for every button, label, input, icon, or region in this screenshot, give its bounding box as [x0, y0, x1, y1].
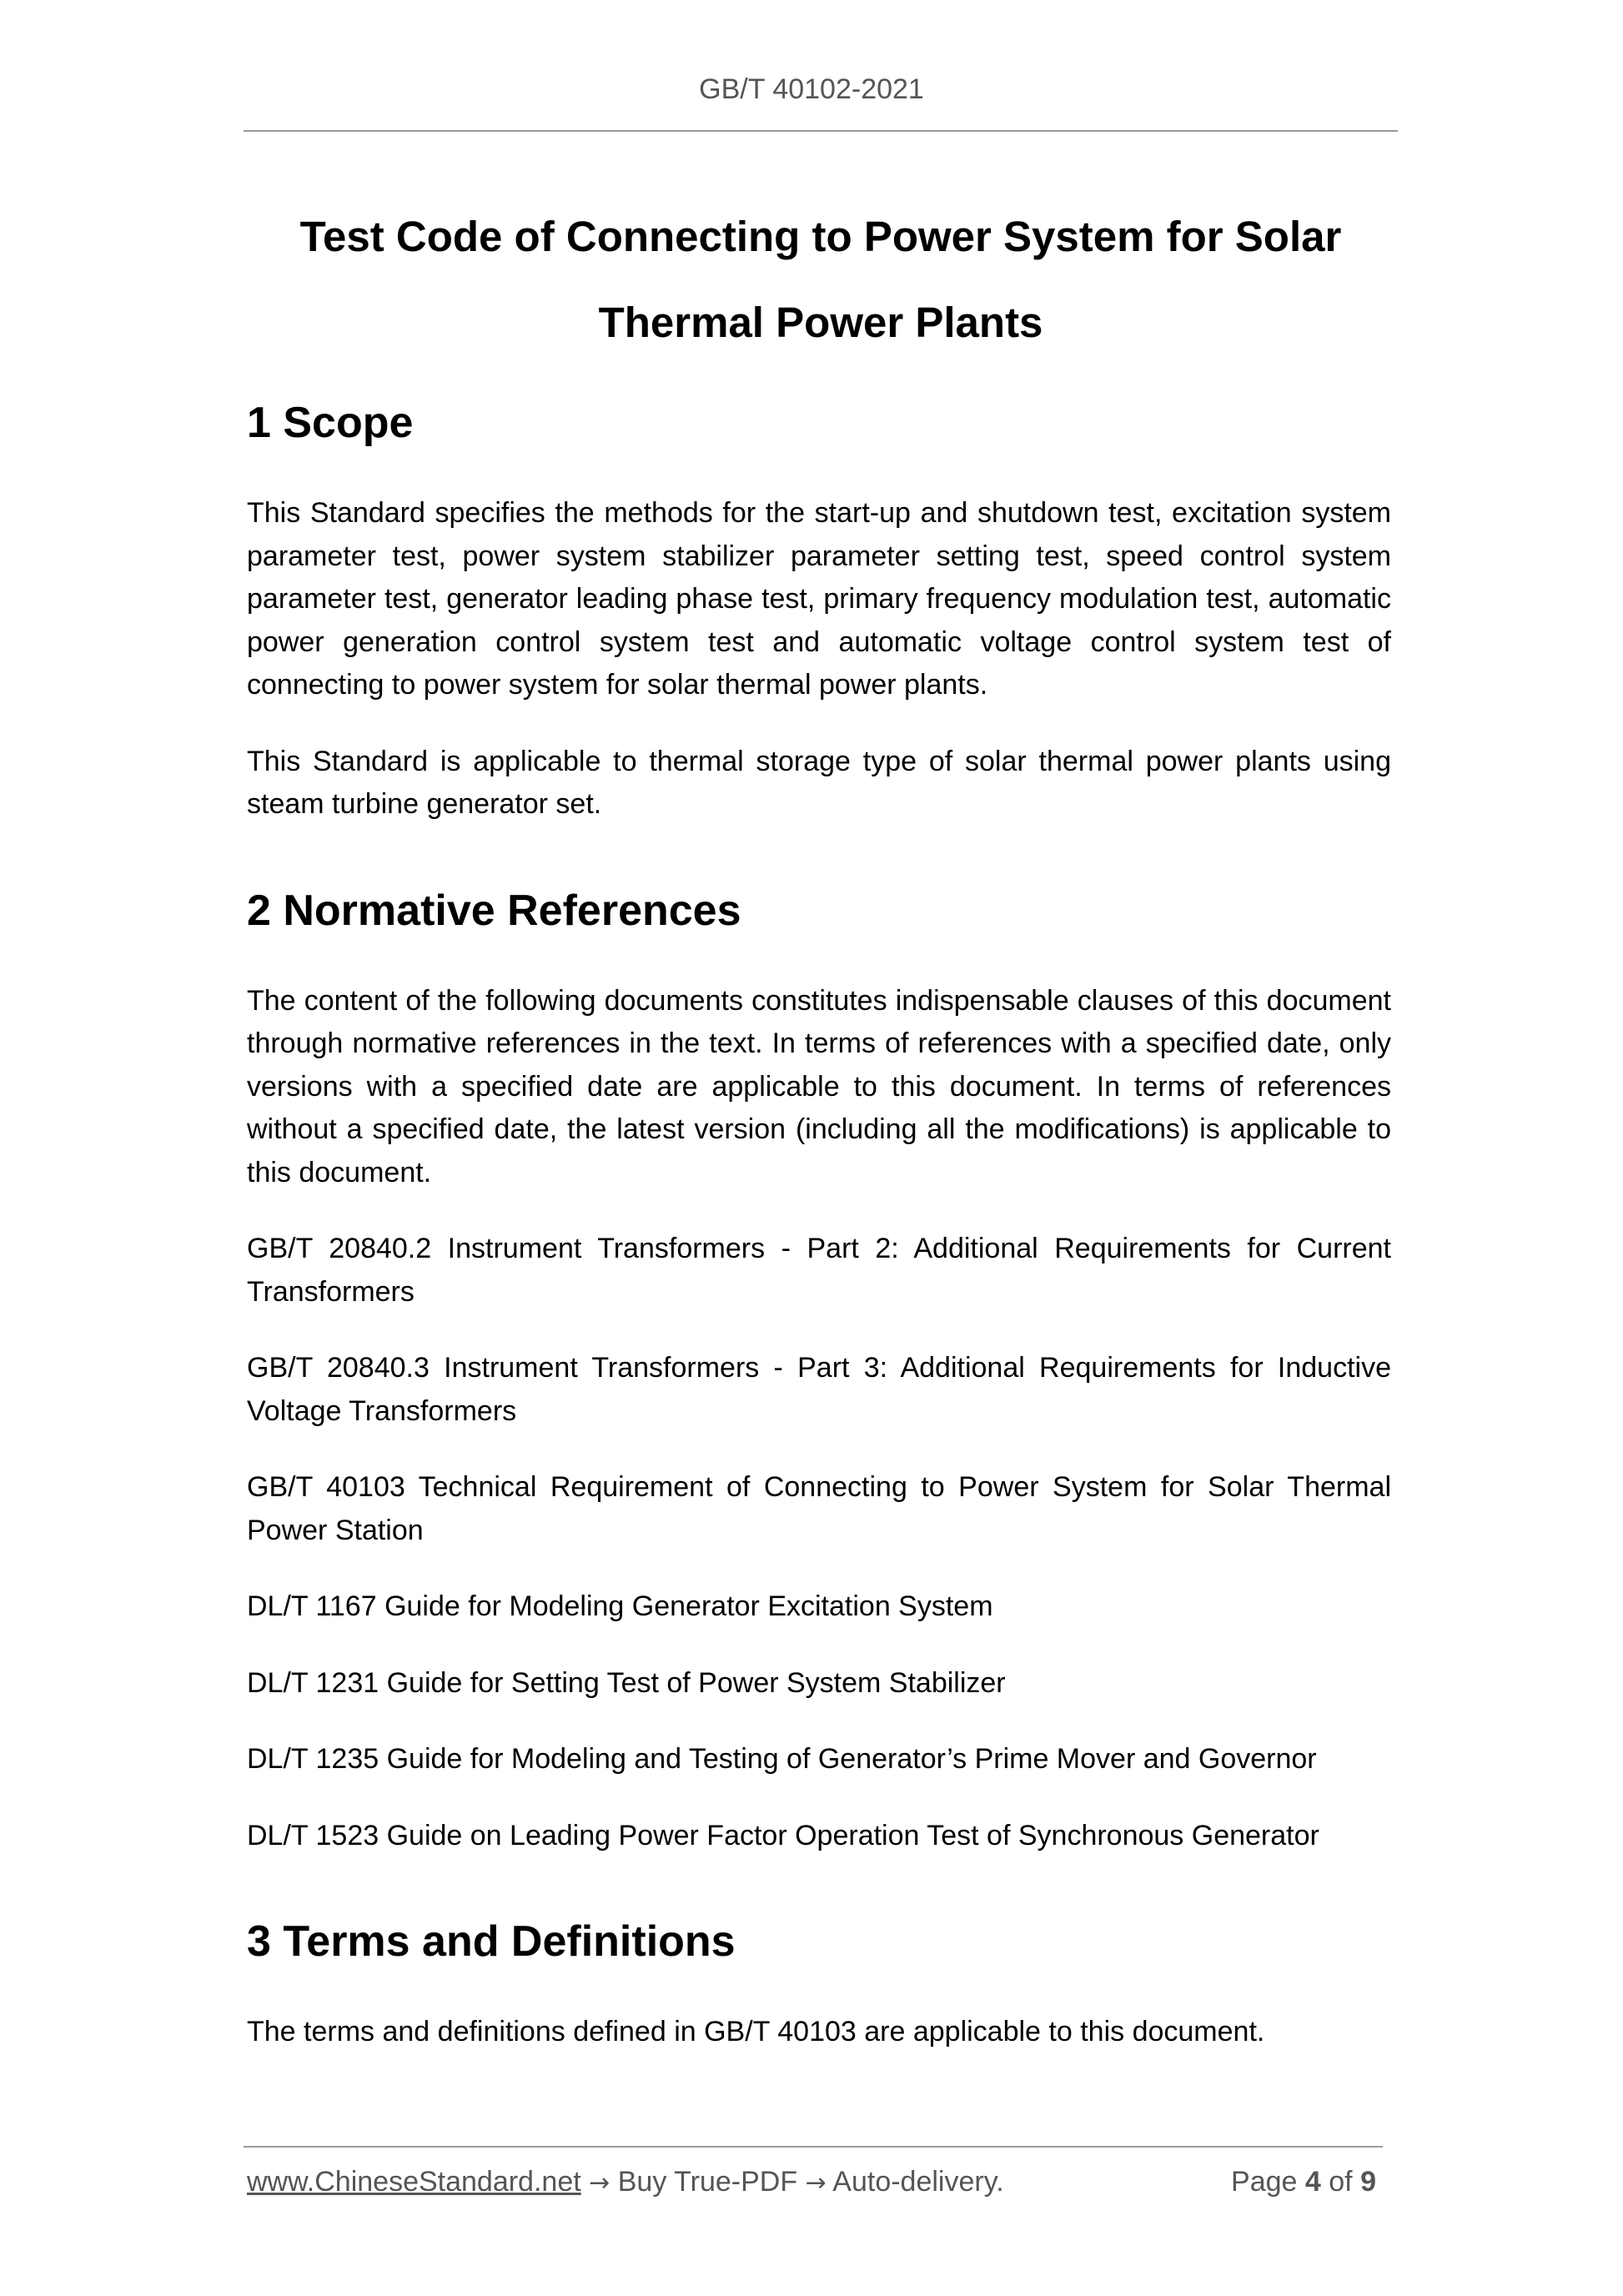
section-terms-and-definitions — [247, 1914, 1391, 2054]
buy-true-pdf-text: Buy True-PDF — [617, 2166, 798, 2198]
auto-delivery-text: Auto-delivery. — [832, 2166, 1004, 2198]
document-code-header: GB/T 40102-2021 — [699, 73, 924, 105]
scope-paragraph-2: This Standard is applicable to thermal storage type of solar thermal power plants using steam turbine generator set. — [247, 745, 1391, 820]
section-heading-normative-references: 2 Normative References — [247, 886, 741, 935]
section-normative-references — [247, 883, 1391, 1858]
right-arrow-icon: → — [589, 2168, 611, 2198]
reference-item: DL/T 1231 Guide for Setting Test of Power System Stabilizer — [247, 1666, 1006, 1699]
document-title-line-1: Test Code of Connecting to Power System for Solar — [299, 213, 1342, 260]
footer-divider — [244, 2146, 1383, 2148]
document-body — [247, 395, 1391, 2088]
chinesestandard-link[interactable]: www.ChineseStandard.net — [247, 2166, 581, 2198]
header-divider — [244, 130, 1398, 132]
section-heading-scope: 1 Scope — [247, 399, 414, 447]
document-title-line-2: Thermal Power Plants — [598, 299, 1043, 346]
page-current: 4 — [1304, 2166, 1321, 2198]
page-number — [1231, 2166, 1376, 2198]
section-heading-terms-and-definitions: 3 Terms and Definitions — [247, 1917, 736, 1966]
section-scope — [247, 395, 1391, 826]
page-footer — [247, 2166, 1391, 2203]
reference-item: GB/T 20840.2 Instrument Transformers - Part 2: Additional Requirements for Current Transformers — [247, 1233, 1391, 1308]
reference-item: GB/T 40103 Technical Requirement of Connecting to Power System for Solar Thermal Power Station — [247, 1471, 1391, 1546]
reference-item: DL/T 1235 Guide for Modeling and Testing of Generator’s Prime Mover and Governor — [247, 1743, 1317, 1775]
scope-paragraph-1: This Standard specifies the methods for the start-up and shutdown test, excitation system parameter test, power system stabilizer parameter setting test, speed control system parameter test, generator leading phase test, primary frequency modulation test, automatic power generation control system test and automatic voltage control system test of connecting to power system for solar thermal power plants. — [247, 497, 1391, 701]
right-arrow-icon: → — [805, 2168, 827, 2198]
references-intro-paragraph: The content of the following documents constitutes indispensable clauses of this document through normative references in the text. In terms of references with a specified date, only versions with a specified date are applicable to this document. In terms of references without a specified date, the latest version (including all the modifications) is applicable to this document. — [247, 984, 1391, 1188]
page-total: 9 — [1360, 2166, 1376, 2198]
terms-paragraph-1: The terms and definitions defined in GB/T 40103 are applicable to this document. — [247, 2016, 1265, 2047]
reference-item: DL/T 1523 Guide on Leading Power Factor Operation Test of Synchronous Generator — [247, 1819, 1319, 1851]
document-title — [244, 193, 1398, 365]
reference-item: GB/T 20840.3 Instrument Transformers - Part 3: Additional Requirements for Inductive Voltage Transformers — [247, 1352, 1391, 1427]
page-of-label: of — [1329, 2166, 1353, 2198]
footer-promo — [247, 2166, 1004, 2198]
page-label: Page — [1231, 2166, 1298, 2198]
reference-item: DL/T 1167 Guide for Modeling Generator Excitation System — [247, 1590, 993, 1622]
